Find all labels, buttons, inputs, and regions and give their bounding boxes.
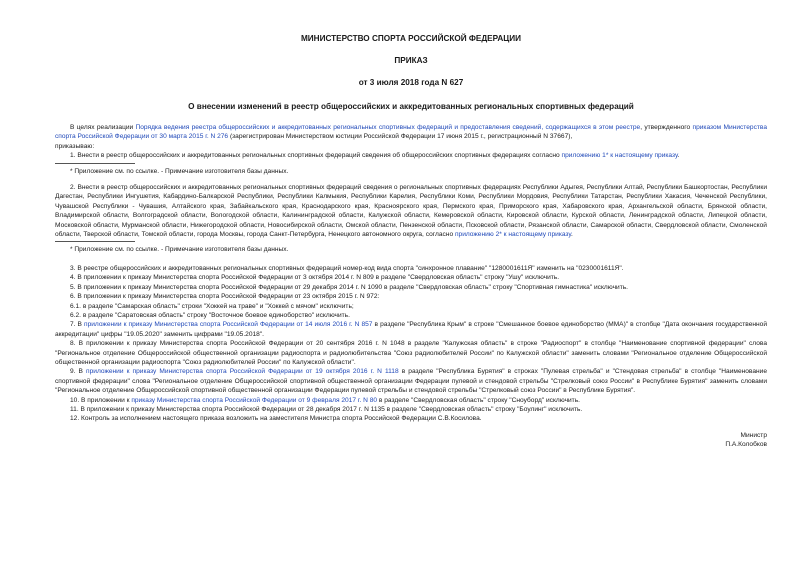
order-word: приказываю: [55,142,95,150]
p9-text-2: в разделе "Республика Бурятия" в строках "Пулевая стрельба" и "Стендовая стрельба" в столбце "Наименование спортивной федерации" слова "Региональное отделение Общероссийской спортивной общественной организации Федерации пулевой и стендовой стрельбы "Стрелковый союз России" в Республике Бурятия" заменить словами "Региональное отделение Общероссийской спортивной общественной организации Федерации пулевой стрельбы и стендовой стрельбы "Стрелковый союз России" в Республике Бурятия". [55,368,768,395]
order-80-link[interactable]: приказу Министерства спорта Российской Федерации от 9 февраля 2017 г. N 80 [131,396,378,404]
paragraph-1 [55,151,767,160]
spacer [55,255,767,264]
p7-text-2: в разделе "Республика Крым" в строке "Смешанное боевое единоборство (ММА)" в столбце "Дата окончания государственной аккредитации" цифры "19.05.2020" заменить цифрами "19.05.2018". [55,321,768,338]
p2-text-1: 2. Внести в реестр общероссийских и аккредитованных региональных спортивных федераций сведения о региональных спортивных федерациях Республики Адыгея, Республики Алтай, Республики Башкортостан, Республики Дагестан, Республики Ингушетия, Кабардино-Балкарской Республики, Республики Калмыкия, Республики Карелия, Республики Коми, Республики Мордовия, Республики Татарстан, Республики Хакасия, Чеченской Республики, Чувашской Республики - Чувашия, Алтайского края, Забайкальского края, Краснодарского края, Красноярского края, Пермского края, Приморского края, Хабаровского края, Архангельской области, Брянской области, Владимирской области, Волгоградской области, Вологодской области, Калининградской области, Калужской области, Кемеровской области, Кировской области, Курской области, Ленинградской области, Липецкой области, Московской области, Мурманской области, Нижегородской области, Новосибирской области, Омской области, Пензенской области, Псковской области, Рязанской области, Самарской области, Свердловской области, Смоленской области, Тверской области, Томской области, города Москвы, города Санкт-Петербурга, Ненецкого автономного округа, согласно [55,184,767,239]
paragraph-10 [55,396,767,405]
p10-text-1: 10. В приложении к [70,396,132,404]
paragraph-6-2: 6.2. в разделе "Саратовская область" строку "Восточное боевое единоборство" исключить. [70,311,350,319]
paragraph-8: 8. В приложении к приказу Министерства спорта Российской Федерации от 20 сентября 2016 г. N 1048 в разделе "Калужская область" в строке "Радиоспорт" в столбце "Наименование спортивной федерации" слова "Региональное отделение Общероссийской общественной организации радиоспорта и радиолюбительства "Союз радиолюбителей России" по Калужской области" заменить словами "Региональное отделение Общероссийской общественной организации радиоспорта "Союз радиолюбителей России" по Калужской области". [55,340,767,366]
p7-text-1: 7. В [70,321,84,329]
paragraph-4: 4. В приложении к приказу Министерства спорта Российской Федерации от 3 октября 2014 г. N 809 в разделе "Свердловская область" строку "Ушу" исключить. [70,274,560,282]
date-number-heading: от 3 июля 2018 года N 627 [358,78,464,87]
document [55,34,767,450]
ministry-heading: МИНИСТЕРСТВО СПОРТА РОССИЙСКОЙ ФЕДЕРАЦИИ [300,34,522,43]
intro-text-2: , утвержденного [640,124,693,131]
paragraph-6-1: 6.1. в разделе "Самарская область" строки "Хоккей на траве" и "Хоккей с мячом" исключить; [70,302,354,310]
p10-text-2: в разделе "Свердловская область" строку "Сноуборд" исключить. [377,396,580,404]
paragraph-7 [55,320,767,339]
order-1118-link[interactable]: приложении к приказу Министерства спорта Российской Федерации от 19 октября 2016 г. N 1118 [86,368,399,376]
spacer [55,176,767,183]
order-276-link[interactable]: приказом Министерства спорта Российской Федерации от 30 марта 2015 г. N 276 [55,124,767,141]
document-title: О внесении изменений в реестр общероссийских и аккредитованных региональных спортивных федераций [188,102,634,111]
p9-text-1: 9. В [70,368,87,376]
p2-text-2: . [571,231,573,239]
footnote-separator-1 [55,163,135,164]
intro-text-1: В целях реализации [70,124,136,131]
order-857-link[interactable]: приложении к приказу Министерства спорта Российской Федерации от 14 июля 2016 г. N 857 [84,321,373,329]
paragraph-3: 3. В реестре общероссийских и аккредитованных региональных спортивных федераций номер-код вида спорта "синхронное плавание" "1280001611Я" изменить на "0230001611Я". [70,264,624,272]
footnote-1: * Приложение см. по ссылке. - Примечание изготовителя базы данных. [70,167,289,175]
appendix-1-link[interactable]: приложению 1* к настоящему приказу [561,152,678,160]
paragraph-12: 12. Контроль за исполнением настоящего приказа возложить на заместителя Министра спорта Российской Федерации С.В.Косилова. [70,415,482,423]
appendix-2-link[interactable]: приложению 2* к настоящему приказу [454,231,572,239]
paragraph-2 [55,183,767,239]
intro-paragraph [55,123,767,142]
paragraph-11: 11. В приложении к приказу Министерства спорта Российской Федерации от 28 декабря 2017 г. N 1135 в разделе "Свердловская область" строку "Боулинг" исключить. [70,405,583,413]
paragraph-5: 5. В приложении к приказу Министерства спорта Российской Федерации от 29 декабря 2014 г. N 1090 в разделе "Свердловская область" строку "Спортивная гимнастика" исключить. [70,283,628,291]
paragraph-6: 6. В приложении к приказу Министерства спорта Российской Федерации от 23 октября 2015 г. N 972: [70,293,380,301]
footnote-2: * Приложение см. по ссылке. - Примечание изготовителя базы данных. [70,246,289,254]
doc-type-heading: ПРИКАЗ [394,56,428,65]
footnote-separator-2 [55,241,135,242]
intro-text-3: (зарегистрирован Министерством юстиции Российской Федерации 17 июня 2015 г., регистрационный N 37667), [228,133,573,141]
signature-title: Министр [740,431,767,439]
p1-text-2: . [677,152,680,160]
paragraph-9 [55,367,767,395]
procedure-link[interactable]: Порядка ведения реестра общероссийских и аккредитованных региональных спортивных федераций и предоставления сведений, содержащихся в этом реестре [135,124,641,131]
p1-text-1: 1. Внести в реестр общероссийских и аккредитованных региональных спортивных федераций сведения об общероссийских спортивных федерациях согласно [70,152,562,160]
signature-name: П.А.Колобков [725,441,767,449]
spacer [55,424,767,431]
